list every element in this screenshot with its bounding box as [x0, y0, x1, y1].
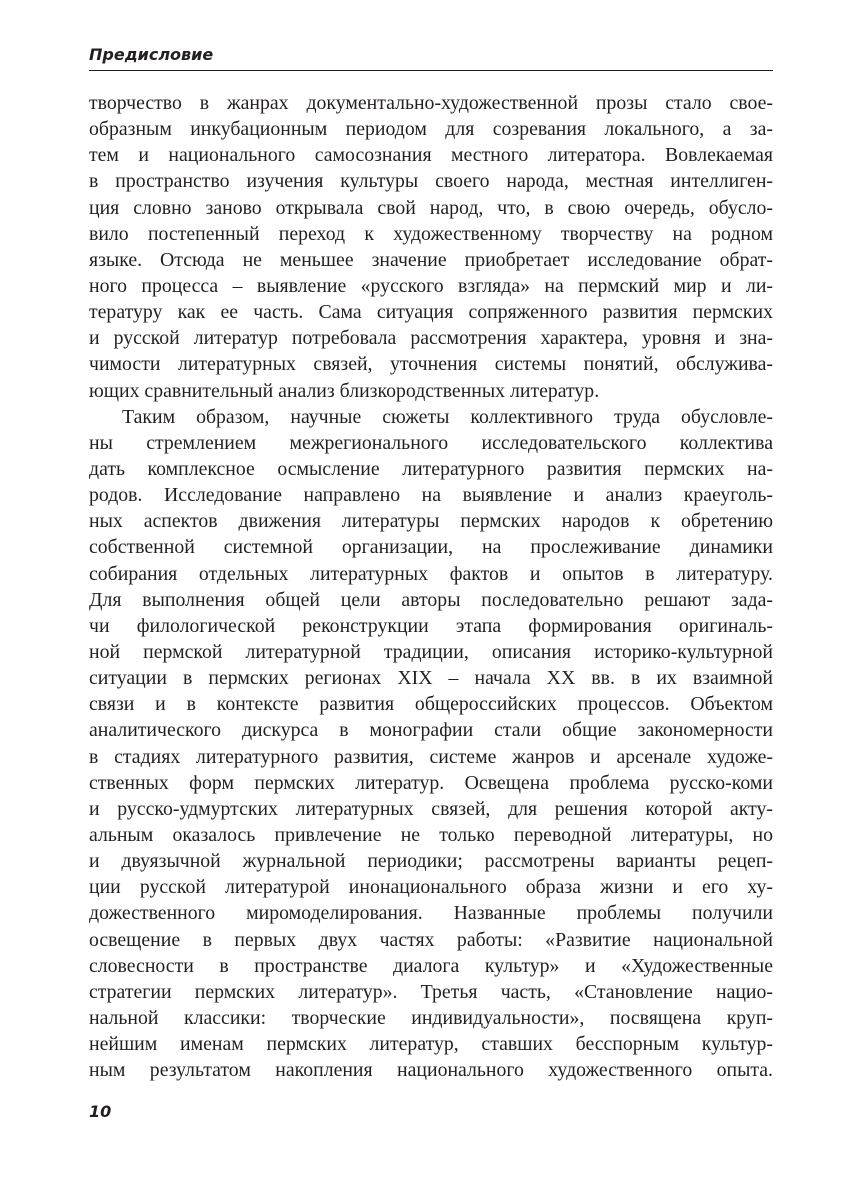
text-line: освещение в первых двух частях работы: «Развитие национальной: [89, 928, 773, 951]
text-line: тем и национального самосознания местного литератора. Вовлекаемая: [89, 144, 773, 167]
page-number: 10: [89, 1102, 112, 1121]
text-line: стратегии пермских литератур». Третья часть, «Становление нацио-: [89, 980, 773, 1003]
body-text: [89, 90, 773, 1083]
header-rule: [89, 70, 773, 71]
text-line: связи и в контексте развития общероссийских процессов. Объектом: [89, 693, 773, 716]
text-line: аналитического дискурса в монографии стали общие закономерности: [89, 719, 773, 742]
running-head: Предисловие: [89, 45, 214, 64]
text-line: и русской литератур потребовала рассмотрения характера, уровня и зна-: [89, 327, 773, 350]
paragraph: [89, 404, 773, 1084]
text-line: в стадиях литературного развития, системе жанров и арсенале художе-: [89, 745, 773, 768]
paragraph: [89, 90, 773, 404]
text-line: ственных форм пермских литератур. Освещена проблема русско-коми: [89, 771, 773, 794]
text-line: вило постепенный переход к художественному творчеству на родном: [89, 222, 773, 245]
text-line: собирания отдельных литературных фактов и опытов в литературу.: [89, 562, 773, 585]
text-line: ны стремлением межрегионального исследовательского коллектива: [89, 431, 773, 454]
text-line: Для выполнения общей цели авторы последовательно решают зада-: [89, 588, 773, 611]
text-line: образным инкубационным периодом для созревания локального, а за-: [89, 118, 773, 141]
text-line: альным оказалось привлечение не только переводной литературы, но: [89, 823, 773, 846]
text-line: и двуязычной журнальной периодики; рассмотрены варианты рецеп-: [89, 850, 773, 873]
text-line: чи филологической реконструкции этапа формирования оригиналь-: [89, 614, 773, 637]
text-line: ного процесса – выявление «русского взгляда» на пермский мир и ли-: [89, 274, 773, 297]
text-line: тературу как ее часть. Сама ситуация сопряженного развития пермских: [89, 301, 773, 324]
text-line: чимости литературных связей, уточнения системы понятий, обслужива-: [89, 353, 773, 376]
text-line: ющих сравнительный анализ близкородственных литератур.: [89, 379, 600, 402]
text-line: ция словно заново открывала свой народ, что, в свою очередь, обусло-: [89, 196, 773, 219]
text-line: нальной классики: творческие индивидуальности», посвящена круп-: [89, 1006, 773, 1029]
text-line: творчество в жанрах документально-художественной прозы стало свое-: [89, 92, 773, 114]
text-line: в пространство изучения культуры своего народа, местная интеллиген-: [89, 170, 773, 193]
text-line: нейшим именам пермских литератур, ставших бесспорным культур-: [89, 1033, 773, 1056]
text-line: словесности в пространстве диалога культур» и «Художественные: [89, 954, 773, 977]
text-line: дать комплексное осмысление литературного развития пермских на-: [89, 457, 773, 480]
text-line: ных аспектов движения литературы пермских народов к обретению: [89, 510, 773, 533]
text-line: языке. Отсюда не меньшее значение приобретает исследование обрат-: [89, 248, 773, 271]
text-line: ным результатом накопления национального художественного опыта.: [89, 1059, 773, 1082]
text-line: ситуации в пермских регионах XIX – начала XX вв. в их взаимной: [89, 667, 773, 690]
text-line: ной пермской литературной традиции, описания историко-культурной: [89, 640, 773, 663]
text-line: и русско-удмуртских литературных связей, для решения которой акту-: [89, 797, 773, 820]
text-line: собственной системной организации, на прослеживание динамики: [89, 536, 773, 559]
text-line: ции русской литературой инонационального образа жизни и его ху-: [89, 876, 773, 899]
text-line: Таким образом, научные сюжеты коллективного труда обусловле-: [122, 405, 773, 428]
text-line: родов. Исследование направлено на выявление и анализ краеуголь-: [89, 484, 773, 507]
text-line: дожественного миромоделирования. Названные проблемы получили: [89, 902, 773, 925]
